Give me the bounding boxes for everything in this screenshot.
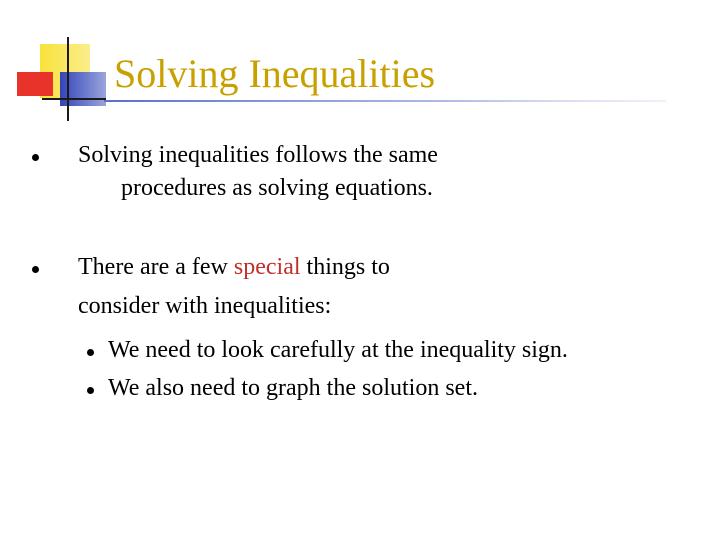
blue-square	[60, 72, 106, 106]
sub-bullet-dot	[87, 387, 94, 394]
bullet-1-line-1: Solving inequalities follows the same	[78, 142, 438, 168]
red-square	[17, 72, 53, 96]
vertical-line	[67, 37, 69, 121]
page-title: Solving Inequalities	[114, 51, 436, 96]
bullet-1-line-2: procedures as solving equations.	[121, 175, 433, 201]
special-highlight: special	[233, 254, 301, 280]
bullet-2-text-start: There are a few	[78, 254, 234, 280]
sub-bullet-2-text: We also need to graph the solution set.	[108, 375, 478, 401]
sub-bullet-dot	[87, 349, 94, 356]
horizontal-line	[42, 98, 106, 100]
bullet-2-line-2: consider with inequalities:	[78, 293, 332, 319]
sub-bullet-1-text: We need to look carefully at the inequality sign.	[108, 337, 568, 363]
bullet-2-line-1	[78, 252, 390, 283]
bullet-2-text-end: things to	[300, 254, 390, 280]
title-underline	[104, 100, 666, 102]
bullet-dot	[32, 266, 39, 273]
bullet-dot	[32, 154, 39, 161]
